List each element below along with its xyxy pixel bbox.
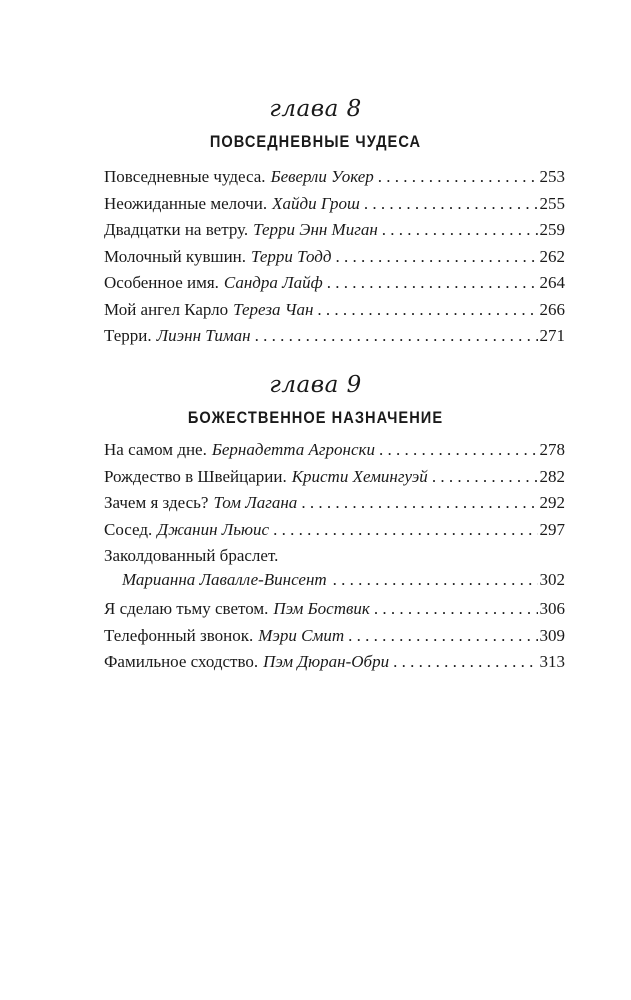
entry-author: Кристи Хемингуэй: [291, 466, 428, 486]
entry-title: Фамильное сходство.: [104, 652, 259, 671]
toc-entry: [104, 623, 565, 650]
toc-entry: [104, 191, 565, 218]
entry-page-number: 282: [539, 466, 565, 486]
entry-author: Пэм Дюран-Обри: [263, 652, 390, 671]
entry-page-number: 255: [539, 193, 565, 213]
toc-entry: [104, 323, 565, 350]
entry-page-number: 266: [539, 299, 565, 319]
dot-leader: [255, 323, 538, 350]
entry-title: Повседневные чудеса.: [104, 167, 266, 186]
dot-leader: [432, 464, 538, 491]
entry-author: Терри Тодд: [251, 246, 332, 266]
entry-author: Беверли Уокер: [270, 167, 374, 186]
toc-entry: [104, 649, 565, 676]
entry-title: Мой ангел Карло: [104, 299, 229, 319]
toc-entry: [104, 596, 565, 623]
dot-leader: [317, 297, 537, 324]
entry-title: Зачем я здесь?: [104, 493, 209, 512]
dot-leader: [378, 164, 538, 191]
toc-entry: [104, 217, 565, 244]
entry-author: Мэри Смит: [258, 625, 345, 645]
entry-page-number: 259: [539, 220, 565, 239]
chapter-title: БОЖЕСТВЕННОЕ НАЗНАЧЕНИЕ: [187, 408, 444, 427]
entry-author: Джанин Льюис: [157, 519, 270, 539]
toc-section: [104, 164, 565, 350]
toc-entry: [104, 437, 565, 464]
dot-leader: [335, 244, 537, 271]
entry-title: На самом дне.: [104, 440, 207, 459]
dot-leader: [327, 270, 538, 297]
entry-title: Телефонный звонок.: [104, 625, 254, 645]
entry-author: Том Лагана: [213, 493, 298, 512]
entry-page-number: 264: [539, 273, 565, 292]
chapter-label: глава 9: [269, 372, 362, 398]
dot-leader: [301, 490, 537, 517]
dot-leader: [393, 649, 537, 676]
dot-leader: [333, 570, 538, 591]
entry-title: Терри.: [104, 326, 152, 345]
toc-entry: [104, 244, 565, 271]
chapter-label: глава 8: [269, 96, 362, 122]
toc-entry: [104, 464, 565, 491]
chapter-title: ПОВСЕДНЕВНЫЕ ЧУДЕСА: [209, 132, 422, 151]
toc-entry: [104, 490, 565, 517]
entry-title: Заколдованный браслет.: [104, 546, 279, 565]
dot-leader: [374, 596, 538, 623]
entry-title: Особенное имя.: [104, 273, 219, 292]
toc-entry: [104, 164, 565, 191]
entry-title: Двадцатки на ветру.: [104, 220, 249, 239]
dot-leader: [364, 191, 538, 218]
toc-entry: [104, 543, 565, 590]
toc-entry: [104, 517, 565, 544]
toc-section: [104, 437, 565, 676]
entry-page-number: 278: [539, 440, 565, 459]
dot-leader: [348, 623, 537, 650]
entry-author: Марианна Лавалле-Винсент: [122, 569, 327, 589]
toc-entry: [104, 297, 565, 324]
entry-author: Лиэнн Тиман: [156, 326, 251, 345]
entry-author: Хайди Грош: [272, 193, 360, 213]
entry-title: Неожиданные мелочи.: [104, 193, 268, 213]
entry-title: Рождество в Швейцарии.: [104, 466, 287, 486]
entry-author: Терри Энн Миган: [253, 220, 378, 239]
entry-title: Молочный кувшин.: [104, 246, 247, 266]
entry-page-number: 292: [539, 493, 565, 512]
entry-author: Пэм Боствик: [273, 599, 370, 618]
dot-leader: [382, 217, 538, 244]
entry-page-number: 262: [539, 246, 565, 266]
toc-entry: [104, 270, 565, 297]
entry-page-number: 309: [539, 625, 565, 645]
entry-author: Бернадетта Агронски: [211, 440, 375, 459]
entry-title: Я сделаю тьму светом.: [104, 599, 269, 618]
entry-page-number: 313: [539, 652, 565, 671]
entry-author: Сандра Лайф: [223, 273, 323, 292]
entry-title: Сосед.: [104, 519, 153, 539]
dot-leader: [273, 517, 537, 544]
entry-page-number: 271: [539, 326, 565, 345]
entry-page-number: 297: [539, 519, 565, 539]
entry-page-number: 302: [539, 569, 565, 589]
entry-page-number: 306: [539, 599, 565, 618]
entry-page-number: 253: [539, 167, 565, 186]
dot-leader: [379, 437, 538, 464]
entry-author: Тереза Чан: [233, 299, 314, 319]
